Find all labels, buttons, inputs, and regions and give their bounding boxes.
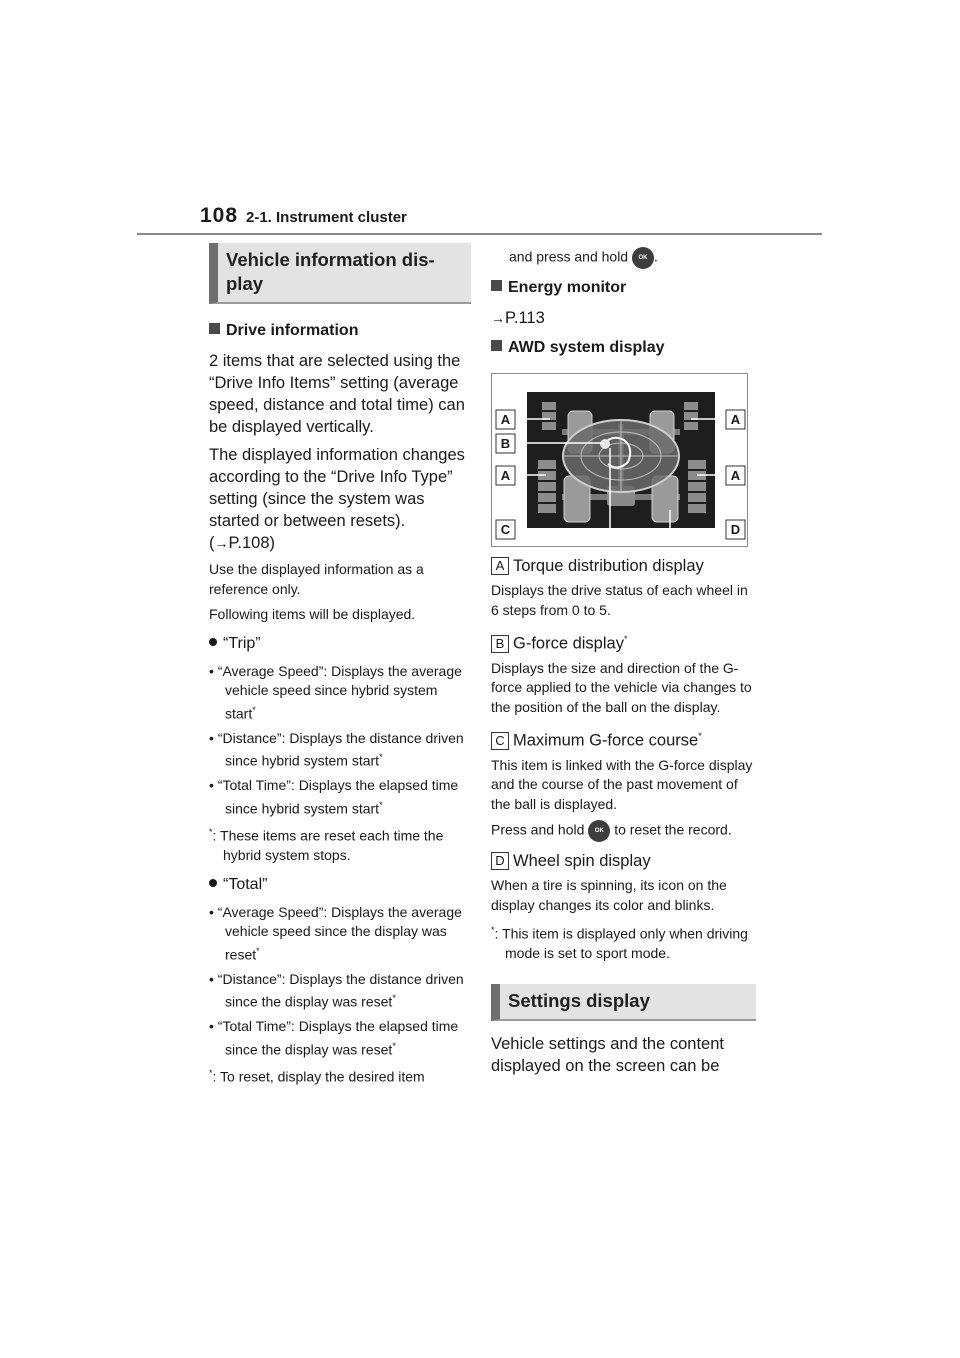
figure-label-b: B <box>500 436 511 451</box>
section-header: 2-1. Instrument cluster <box>246 209 407 226</box>
drive-info-paragraph-2: The displayed information changes according to the “Drive Info Type” setting (since the system was started or between resets). (→P.108) <box>209 446 465 552</box>
reference-note: Use the displayed information as a reference only. <box>209 561 424 597</box>
torque-bars-front-right <box>684 402 698 430</box>
figure-label-a: A <box>730 468 741 483</box>
drive-info-paragraph-1: 2 items that are selected using the “Drive Info Items” setting (average speed, distance and total time) can be displayed vertically. <box>209 352 465 436</box>
g-force-ball <box>600 439 610 449</box>
item-d-description: When a tire is spinning, its icon on the display changes its color and blinks. <box>491 877 727 913</box>
left-column <box>209 243 471 1087</box>
vehicle-info-section-title: Vehicle information dis- play <box>209 243 471 304</box>
torque-bars-rear-left <box>538 460 556 513</box>
following-items-note: Following items will be displayed. <box>209 606 416 622</box>
arrow-right-icon: → <box>214 535 229 551</box>
trip-heading: “Trip” <box>209 633 471 655</box>
figure-label-a: A <box>730 412 741 427</box>
item-letter-d: D <box>491 852 509 870</box>
page-ref-link[interactable]: P.113 <box>505 309 545 327</box>
item-c-title: C Maximum G-force course* <box>491 725 756 752</box>
total-footnote: *: To reset, display the desired item <box>209 1068 425 1085</box>
right-column <box>491 243 756 1077</box>
torque-bars-front-left <box>542 402 556 430</box>
energy-monitor-heading: Energy monitor <box>491 277 756 299</box>
total-heading: “Total” <box>209 874 471 896</box>
item-b-description: Displays the size and direction of the G-force applied to the vehicle via changes to the position of the ball on the display. <box>491 659 752 715</box>
settings-display-section-title: Settings display <box>491 984 756 1021</box>
list-item: • “Distance”: Displays the distance driven since the display was reset* <box>209 970 464 1010</box>
list-item: • “Average Speed”: Displays the average vehicle speed since the display was reset* <box>209 903 462 963</box>
header-rule <box>137 233 822 235</box>
ok-button-icon: OK <box>588 820 610 842</box>
list-item: • “Distance”: Displays the distance driven since hybrid system start* <box>209 729 464 769</box>
settings-display-paragraph: Vehicle settings and the content displayed on the screen can be <box>491 1034 724 1075</box>
energy-monitor-ref <box>491 307 756 329</box>
continued-text: and press and hold OK . <box>491 247 756 269</box>
item-b-title: B G-force display* <box>491 628 756 655</box>
figure-label-a: A <box>500 412 511 427</box>
ok-button-icon: OK <box>632 247 654 269</box>
item-letter-b: B <box>491 635 509 653</box>
figure-label-d: D <box>730 522 741 537</box>
bullet-dot-icon <box>209 638 217 646</box>
item-c-description: This item is linked with the G-force display and the course of the past movement of the ball is displayed. <box>491 756 753 812</box>
square-bullet-icon <box>491 340 502 351</box>
item-d-title: D Wheel spin display <box>491 850 756 872</box>
list-item: • “Average Speed”: Displays the average vehicle speed since hybrid system start* <box>209 662 462 722</box>
awd-display-illustration <box>492 374 749 548</box>
figure-label-a: A <box>500 468 511 483</box>
figure-label-c: C <box>500 522 511 537</box>
trip-footnote: *: These items are reset each time the hybrid system stops. <box>209 826 444 864</box>
list-item: • “Total Time”: Displays the elapsed time since the display was reset* <box>209 1018 459 1058</box>
page-ref-link[interactable]: P.108 <box>228 534 270 552</box>
item-a-description: Displays the drive status of each wheel in 6 steps from 0 to 5. <box>491 582 748 618</box>
awd-display-figure <box>491 373 748 547</box>
torque-bars-rear-right <box>688 460 706 513</box>
item-a-title: A Torque distribution display <box>491 555 756 577</box>
item-letter-c: C <box>491 732 509 750</box>
list-item: • “Total Time”: Displays the elapsed time since hybrid system start* <box>209 777 459 817</box>
square-bullet-icon <box>491 280 502 291</box>
drive-info-heading: Drive information <box>209 320 471 342</box>
page-number: 108 <box>200 204 239 227</box>
awd-display-heading: AWD system display <box>491 337 756 359</box>
bullet-dot-icon <box>209 879 217 887</box>
sport-mode-footnote: *: This item is displayed only when driving mode is set to sport mode. <box>491 925 748 962</box>
square-bullet-icon <box>209 323 220 334</box>
item-c-reset-instruction: Press and hold OK to reset the record. <box>491 820 756 842</box>
item-letter-a: A <box>491 557 509 575</box>
arrow-right-icon: → <box>491 310 505 326</box>
